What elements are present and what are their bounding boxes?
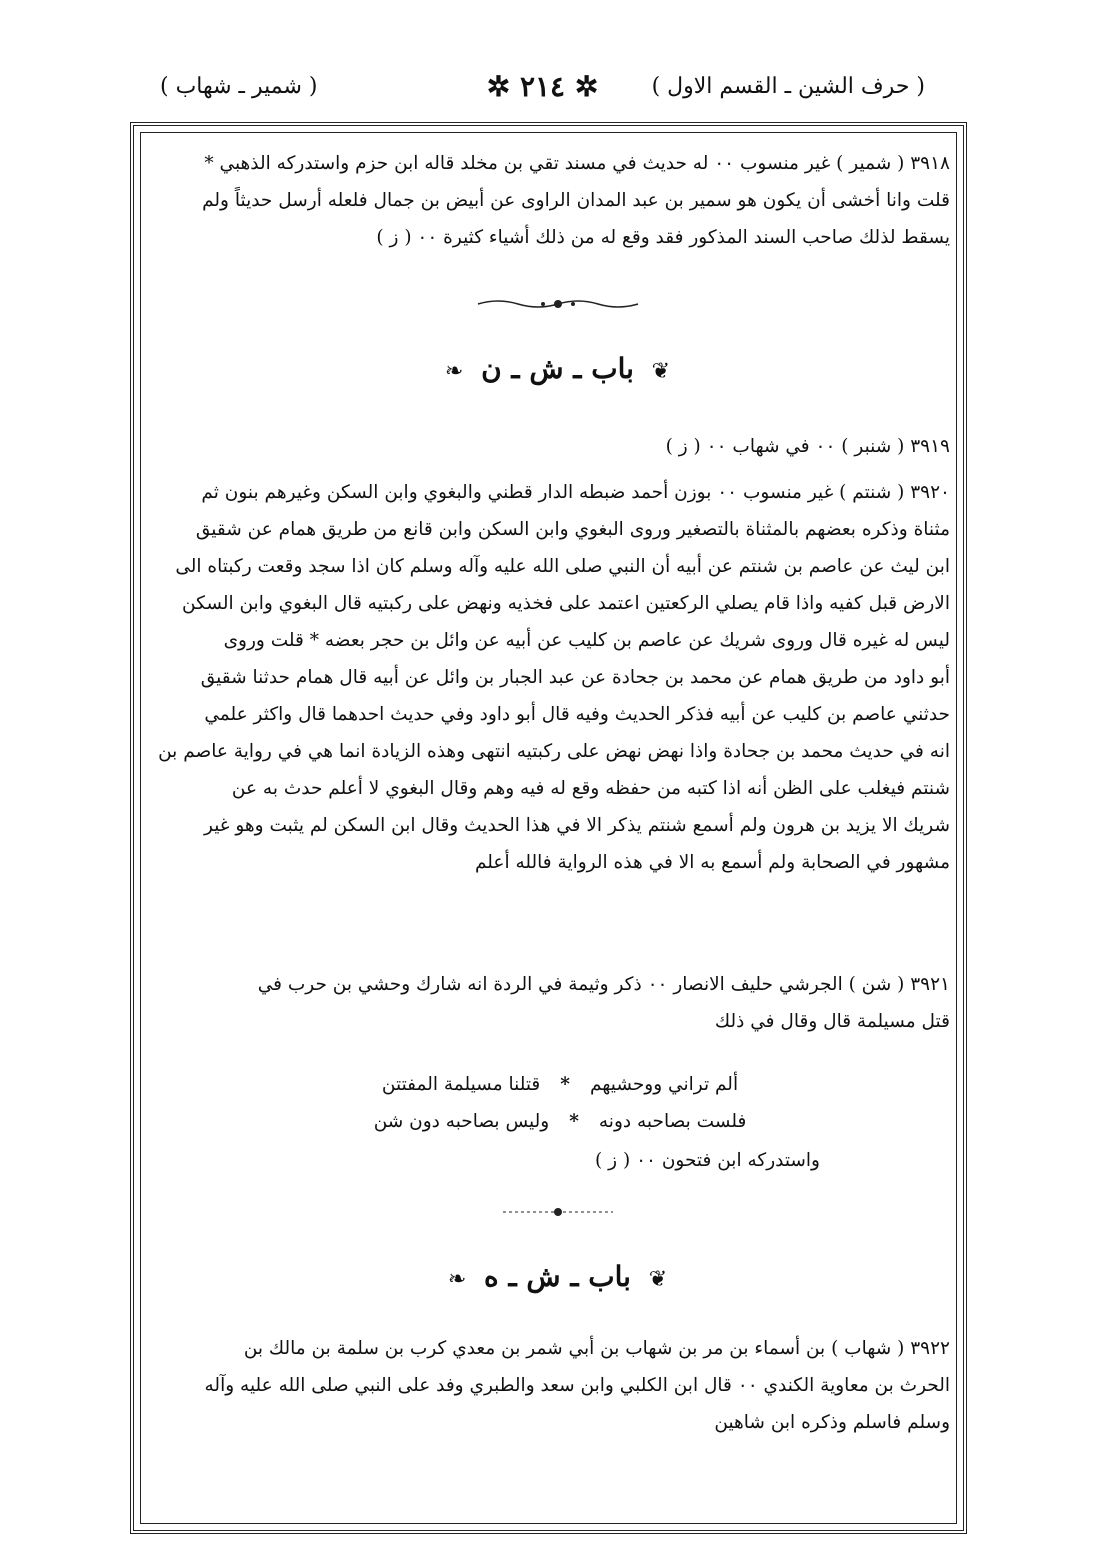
page-number-value: ٢١٤: [519, 70, 566, 103]
text-line: شريك الا يزيد بن هرون ولم أسمع شنتم يذكر الا في هذا الحديث وقال ابن السكن لم يثبت وهو غير: [204, 815, 950, 836]
text-line: قلت وانا أخشى أن يكون هو سمير بن عبد المدان الراوى عن أبيض بن جمال فلعله أرسل حديثاً ولم: [202, 190, 950, 211]
divider-flourish-icon: [498, 1206, 618, 1218]
flourish-icon: ❧: [447, 1267, 467, 1292]
verse-hemistich: فلست بصاحبه دونه: [598, 1111, 747, 1132]
text-line: ٣٩٢٠ ( شنتم ) غير منسوب ٠٠ بوزن أحمد ضبطه الدار قطني والبغوي وابن السكن وغيرهم بنون ثم: [201, 482, 950, 503]
poem: [300, 1066, 820, 1140]
divider-ornament: [0, 296, 1115, 312]
text-line: ليس له غيره قال وروى شريك عن عاصم بن كليب عن أبيه عن وائل بن حجر بعضه * قلت وروى: [223, 630, 950, 651]
header-range: ( شمير ـ شهاب ): [160, 74, 318, 99]
flourish-icon: ❦: [648, 1267, 668, 1292]
text-line: واستدركه ابن فتحون ٠٠ ( ز ): [595, 1150, 820, 1171]
verse-hemistich: وليس بصاحبه دون شن: [373, 1111, 550, 1132]
text-line: ٣٩١٩ ( شنبر ) ٠٠ في شهاب ٠٠ ( ز ): [665, 436, 950, 457]
text-line: انه في حديث محمد بن جحادة واذا نهض نهض على ركبتيه انتهى وهذه الزيادة انما هي في رواية عاصم بن: [158, 741, 950, 762]
text-line: ٣٩٢٢ ( شهاب ) بن أسماء بن مر بن شهاب بن أبي شمر بن معدي كرب بن سلمة بن مالك بن: [243, 1338, 950, 1359]
entry-3920: [150, 474, 950, 881]
poem-verse: [300, 1066, 820, 1103]
text-line: أبو داود من طريق همام عن محمد بن جحادة عن عبد الجبار بن وائل عن أبيه قال همام حدثنا شقيق: [200, 667, 950, 688]
text-line: يسقط لذلك صاحب السند المذكور فقد وقع له من ذلك أشياء كثيرة ٠٠ ( ز ): [376, 227, 950, 248]
verse-separator: *: [569, 1111, 579, 1132]
ornament-star: ✲: [486, 70, 511, 103]
flourish-icon: ❦: [651, 359, 671, 384]
entry-3922: [150, 1330, 950, 1441]
section-heading-shh: [0, 1260, 1115, 1293]
text-line: شنتم فيغلب على الظن أنه اذا كتبه من حفظه وقع له فيه وهم وقال البغوي لا أعلم حدث به عن: [231, 778, 950, 799]
text-line: مثناة وذكره بعضهم بالمثناة بالتصغير وروى البغوي وابن السكن وابن قانع من طريق همام عن شقيق: [195, 519, 950, 540]
entry-3919: [150, 428, 950, 465]
section-heading-shn: [0, 352, 1115, 385]
verse-hemistich: قتلنا مسيلمة المفتتن: [381, 1074, 541, 1095]
entry-3921-closing: [300, 1142, 820, 1179]
text-line: ابن ليث عن عاصم بن شنتم عن أبيه أن النبي صلى الله عليه وآله وسلم كان اذا سجد وقعت ركبتاه الى: [175, 556, 950, 577]
section-heading-text: باب ـ ش ـ ه: [484, 1260, 631, 1293]
verse-hemistich: ألم تراني ووحشيهم: [589, 1074, 739, 1095]
text-line: ٣٩١٨ ( شمير ) غير منسوب ٠٠ له حديث في مسند تقي بن مخلد قاله ابن حزم واستدركه الذهبي *: [204, 153, 950, 174]
divider-ornament: [0, 1206, 1115, 1218]
verse-separator: *: [560, 1074, 570, 1095]
entry-3918: [150, 145, 950, 256]
ornament-star: ✲: [574, 70, 599, 103]
text-line: وسلم فاسلم وذكره ابن شاهين: [714, 1412, 950, 1433]
text-line: حدثني عاصم بن كليب عن أبيه فذكر الحديث وفيه قال أبو داود وفي حديث احدهما قال واكثر علمي: [204, 704, 950, 725]
section-heading-text: باب ـ ش ـ ن: [481, 352, 634, 385]
divider-flourish-icon: [473, 296, 643, 312]
entry-3921: [150, 966, 950, 1040]
text-line: الارض قبل كفيه واذا قام يصلي الركعتين اعتمد على فخذيه ونهض على ركبتيه قال البغوي وابن السكن: [182, 593, 950, 614]
text-line: قتل مسيلمة قال وقال في ذلك: [714, 1011, 950, 1032]
text-line: ٣٩٢١ ( شن ) الجرشي حليف الانصار ٠٠ ذكر وثيمة في الردة انه شارك وحشي بن حرب في: [257, 974, 950, 995]
header-chapter: ( حرف الشين ـ القسم الاول ): [651, 74, 925, 99]
poem-verse: [300, 1103, 820, 1140]
text-line: مشهور في الصحابة ولم أسمع به الا في هذه الرواية فالله أعلم: [475, 852, 950, 873]
running-header: [160, 70, 925, 110]
flourish-icon: ❧: [444, 359, 464, 384]
text-line: الحرث بن معاوية الكندي ٠٠ قال ابن الكلبي وابن سعد والطبري وفد على النبي صلى الله عليه وآله: [204, 1375, 950, 1396]
page-number: [487, 70, 599, 103]
